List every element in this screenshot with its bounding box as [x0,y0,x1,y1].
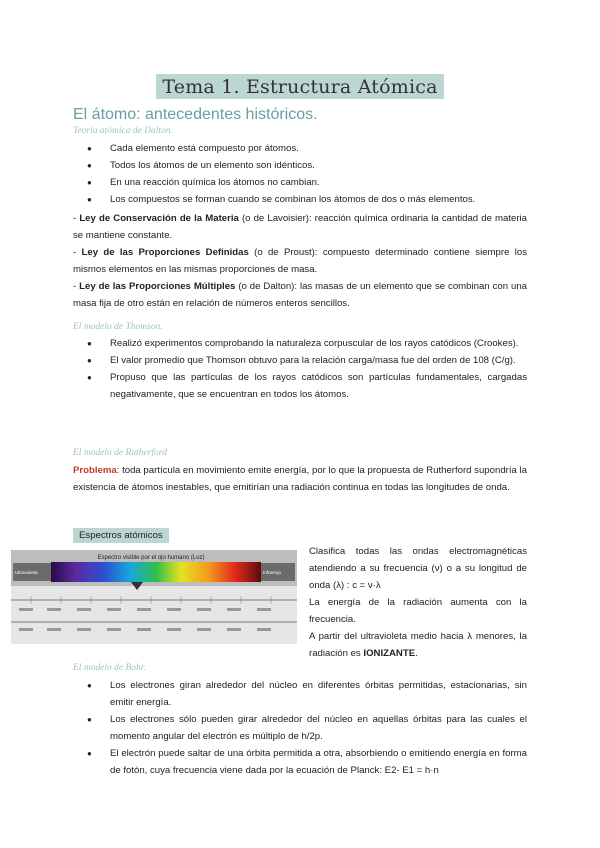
ir-label: Infrarrojo [263,570,282,575]
list-item: ● Todos los átomos de un elemento son idénticos. [73,157,527,174]
law-item: - Ley de Conservación de la Materia (o de Lavoisier): reacción química ordinaria la cantidad de materia se mantiene constante. [73,213,527,241]
spectrum-caption: Espectro visible por el ojo humano (Luz) [97,555,205,561]
spectra-text [309,543,527,662]
spectrum-image [11,550,297,644]
list-item: ● Cada elemento está compuesto por átomos. [73,140,527,157]
spectra-line: Clasifica todas las ondas electromagnéticas atendiendo a su frecuencia (ν) o a su longitud de onda (λ) : c = ν·λ [309,546,527,591]
spectra-line: La energía de la radiación aumenta con la frecuencia. [309,597,527,625]
page-title: Tema 1. Estructura Atómica [156,74,443,99]
laws-block [73,210,527,312]
list-item: ● Los electrones giran alrededor del núcleo en diferentes órbitas permitidas, estacionarias, sin emitir energía. [73,677,527,711]
spectra-line: A partir del ultravioleta medio hacia λ menores, la radiación es IONIZANTE. [309,631,527,659]
bohr-list [73,677,527,779]
list-item: ● Realizó experimentos comprobando la naturaleza corpuscular de los rayos catódicos (Crookes). [73,335,527,352]
rutherford-paragraph: Problema: toda partícula en movimiento emite energía, por lo que la propuesta de Rutherford supondría la existencia de átomos inestables, que emitirían una radiación continua en todas las longitudes de onda. [73,465,527,493]
thomson-list [73,335,527,403]
spectra-heading: Espectros atómicos [73,528,169,543]
law-item: - Ley de las Proporciones Múltiples (o de Dalton): las masas de un elemento que se combinan con una masa fija de otro están en relación de números enteros sencillos. [73,281,527,309]
bohr-heading: El modelo de Bohr. [73,663,146,673]
list-item: ● Propuso que las partículas de los rayos catódicos son partículas fundamentales, cargadas negativamente, que se encuentran en todos los átomos. [73,369,527,403]
list-item: ● El electrón puede saltar de una órbita permitida a otra, absorbiendo o emitiendo energía en forma de fotón, cuya frecuencia viene dada por la ecuación de Planck: E2- E1 = h·n [73,745,527,779]
rutherford-heading: El modelo de Rutherford [73,448,167,458]
list-item: ● Los compuestos se forman cuando se combinan los átomos de dos o más elementos. [73,191,527,208]
list-item: ● Los electrones sólo pueden girar alrededor del núcleo en aquellas órbitas para las cuales el momento angular del electrón es múltiplo de h/2p. [73,711,527,745]
law-item: - Ley de las Proporciones Definidas (o de Proust): compuesto determinado contiene siempre los mismos elementos en las mismas proporciones de masa. [73,247,527,275]
section-heading: El átomo: antecedentes históricos. [73,106,318,123]
dalton-list [73,140,527,208]
list-item: ● El valor promedio que Thomson obtuvo para la relación carga/masa fue del orden de 108 (C/g). [73,352,527,369]
dalton-heading: Teoría atómica de Dalton. [73,126,173,136]
thomson-heading: El modelo de Thomson. [73,322,163,332]
list-item: ● En una reacción química los átomos no cambian. [73,174,527,191]
uv-label: Ultravioleta [15,570,38,575]
